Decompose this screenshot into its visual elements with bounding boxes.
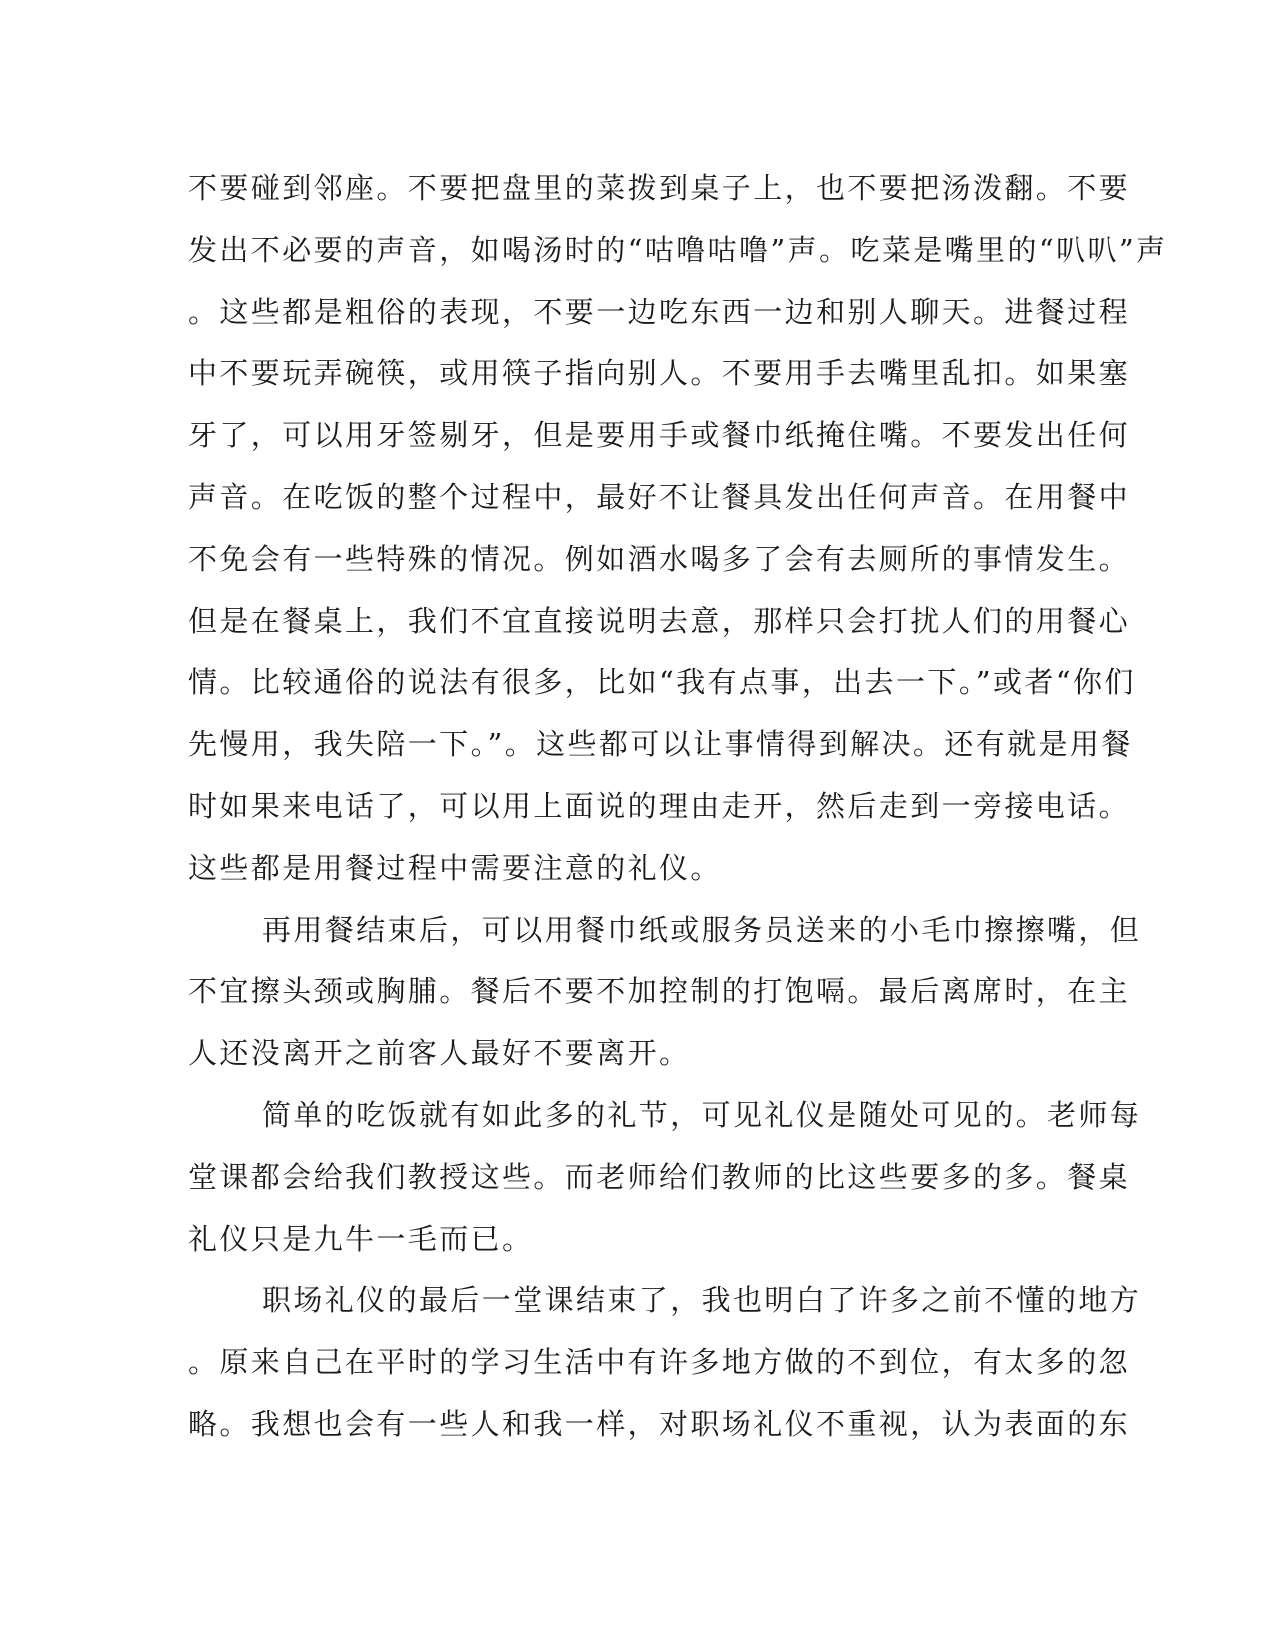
- text-line: 时如果来电话了，可以用上面说的理由走开，然后走到一旁接电话。: [188, 788, 1131, 823]
- paragraph: [188, 158, 1168, 900]
- text-line: 职场礼仪的最后一堂课结束了，我也明白了许多之前不懂的地方: [262, 1283, 1142, 1318]
- text-line: 不宜擦头颈或胸脯。餐后不要不加控制的打饱嗝。最后离席时，在主: [188, 974, 1131, 1009]
- text-line: 人还没离开之前客人最好不要离开。: [188, 1036, 691, 1071]
- text-line: 不免会有一些特殊的情况。例如酒水喝多了会有去厕所的事情发生。: [188, 541, 1131, 576]
- text-line: 堂课都会给我们教授这些。而老师给们教师的比这些要多的多。餐桌: [188, 1159, 1131, 1194]
- text-line: 情。比较通俗的说法有很多，比如“我有点事，出去一下。”或者“你们: [188, 665, 1136, 700]
- text-line: 中不要玩弄碗筷，或用筷子指向别人。不要用手去嘴里乱扣。如果塞: [188, 356, 1131, 391]
- text-line: 礼仪只是九牛一毛而已。: [188, 1221, 534, 1256]
- text-line: 声音。在吃饭的整个过程中，最好不让餐具发出任何声音。在用餐中: [188, 479, 1131, 514]
- text-line: 。这些都是粗俗的表现，不要一边吃东西一边和别人聊天。进餐过程: [188, 294, 1131, 329]
- text-line: 不要碰到邻座。不要把盘里的菜拨到桌子上，也不要把汤泼翻。不要: [188, 171, 1131, 205]
- paragraph: [188, 900, 1142, 1085]
- paragraph: [188, 1085, 1142, 1270]
- text-line: 先慢用，我失陪一下。”。这些都可以让事情得到解决。还有就是用餐: [188, 727, 1133, 762]
- text-line: 略。我想也会有一些人和我一样，对职场礼仪不重视，认为表面的东: [188, 1406, 1131, 1441]
- text-line: 再用餐结束后，可以用餐巾纸或服务员送来的小毛巾擦擦嘴，但: [262, 912, 1142, 947]
- text-line: 简单的吃饭就有如此多的礼节，可见礼仪是随处可见的。老师每: [262, 1097, 1142, 1132]
- text-line: 牙了，可以用牙签剔牙，但是要用手或餐巾纸掩住嘴。不要发出任何: [188, 418, 1131, 453]
- text-line: 但是在餐桌上，我们不宜直接说明去意，那样只会打扰人们的用餐心: [188, 603, 1131, 638]
- body-text: [188, 158, 1168, 1456]
- text-line: 。原来自己在平时的学习生活中有许多地方做的不到位，有太多的忽: [188, 1345, 1131, 1380]
- text-line: 发出不必要的声音，如喝汤时的“咕噜咕噜”声。吃菜是嘴里的“叭叭”声: [188, 232, 1168, 267]
- text-line: 这些都是用餐过程中需要注意的礼仪。: [188, 850, 722, 885]
- paragraph: [188, 1270, 1142, 1455]
